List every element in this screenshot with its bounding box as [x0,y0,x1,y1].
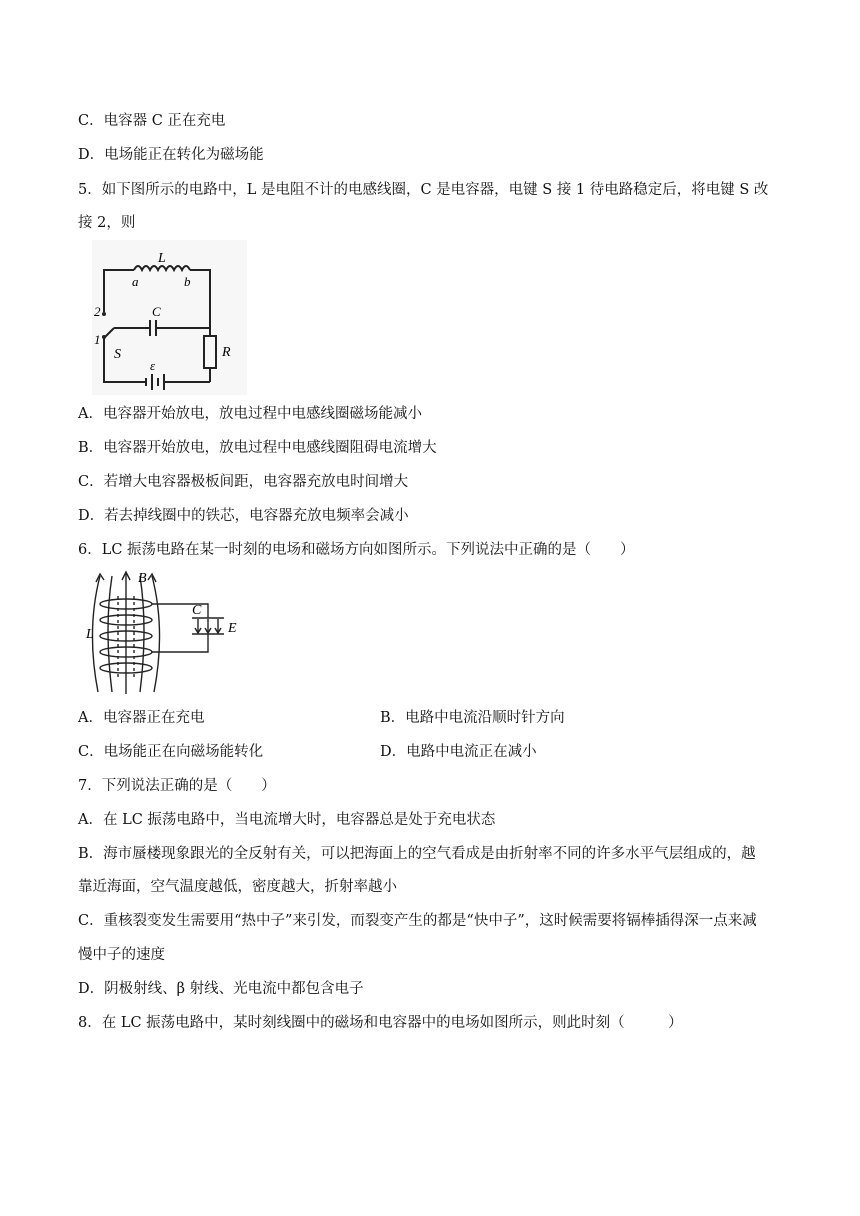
q6-option-a: A．电容器正在充电 [78,710,205,726]
q5-label-r: R [222,345,231,360]
q5-label-l: L [158,251,166,266]
q6-lc-figure [84,568,254,696]
q5-label-a: a [132,274,139,289]
q5-label-1: 1 [94,332,101,347]
q5-stem-line1: 5．如下图所示的电路中，L 是电阻不计的电感线圈，C 是电容器，电键 S 接 1 待电路稳定后，将电键 S 改 [78,182,769,198]
q7-option-a: A．在 LC 振荡电路中，当电流增大时，电容器总是处于充电状态 [78,812,496,828]
q5-circuit-figure [92,240,247,395]
q5-label-e: ε [150,358,156,373]
q5-label-2: 2 [94,304,101,319]
q7-option-c-line1: C．重核裂变发生需要用“热中子”来引发，而裂变产生的都是“快中子”，这时候需要将镉棒插得深一点来减 [78,913,757,929]
q6-label-e: E [228,621,237,636]
q7-option-d: D．阴极射线、β 射线、光电流中都包含电子 [78,981,364,997]
q8-stem: 8．在 LC 振荡电路中，某时刻线圈中的磁场和电容器中的电场如图所示，则此时刻（ ） [78,1015,683,1031]
q7-option-c-line2: 慢中子的速度 [78,947,165,963]
q5-label-s: S [114,347,121,362]
q5-label-c: C [152,304,161,319]
q6-stem: 6．LC 振荡电路在某一时刻的电场和磁场方向如图所示。下列说法中正确的是（ ） [78,542,635,558]
q4-option-d: D．电场能正在转化为磁场能 [78,147,264,163]
q5-stem-line2: 接 2，则 [78,215,136,231]
q7-option-b-line1: B．海市蜃楼现象跟光的全反射有关，可以把海面上的空气看成是由折射率不同的许多水平气层组成的，越 [78,846,756,862]
q7-stem: 7．下列说法正确的是（ ） [78,778,276,794]
q6-option-c: C．电场能正在向磁场能转化 [78,744,264,760]
q5-option-a: A．电容器开始放电，放电过程中电感线圈磁场能减小 [78,406,422,422]
q5-option-b: B．电容器开始放电，放电过程中电感线圈阻碍电流增大 [78,440,437,456]
q6-label-b: B [138,571,147,586]
q6-label-l: L [86,627,94,642]
q5-label-b: b [184,274,191,289]
q4-option-c: C．电容器 C 正在充电 [78,113,226,129]
q5-option-d: D．若去掉线圈中的铁芯，电容器充放电频率会减小 [78,508,409,524]
q7-option-b-line2: 靠近海面，空气温度越低，密度越大，折射率越小 [78,879,397,895]
q6-option-d: D．电路中电流正在减小 [380,744,537,760]
q5-option-c: C．若增大电容器极板间距，电容器充放电时间增大 [78,474,409,490]
q6-label-c: C [192,603,202,618]
q6-option-b: B．电路中电流沿顺时针方向 [380,710,565,726]
